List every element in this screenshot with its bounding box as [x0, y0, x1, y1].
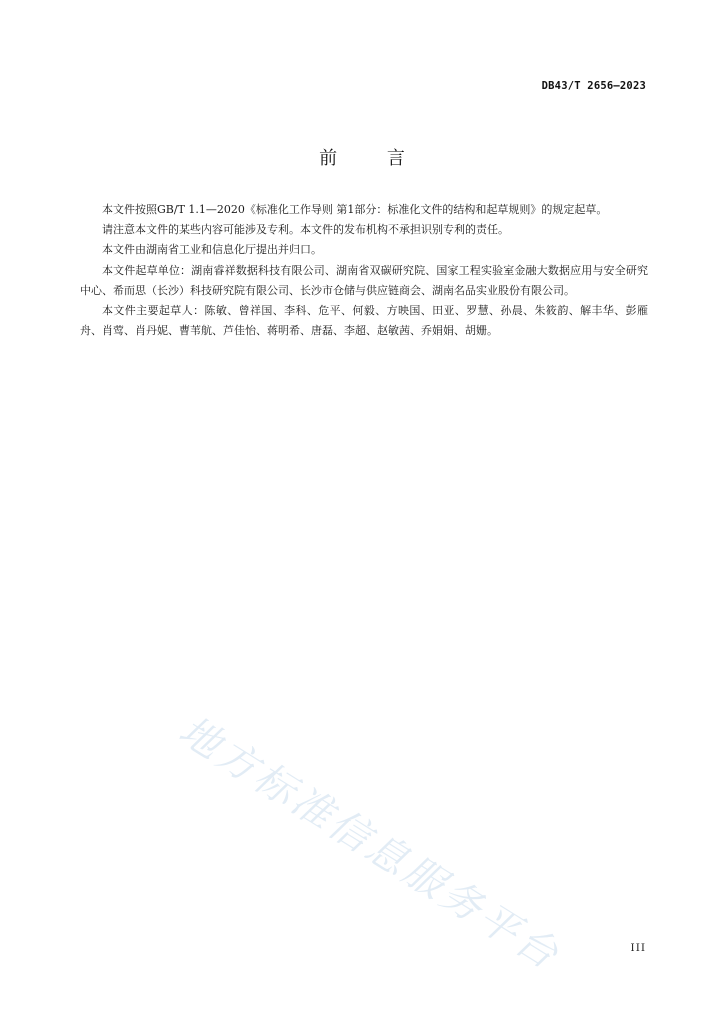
paragraph-main-drafters: 本文件主要起草人：陈敏、曾祥国、李科、危平、何毅、方映国、田亚、罗慧、孙晨、朱筱韵、解丰华、彭雁舟、肖莺、肖丹妮、曹苇航、芦佳怡、蒋明希、唐磊、李超、赵敏茜、乔娟娟、胡姗。 — [80, 304, 648, 338]
preface-body — [80, 200, 648, 341]
paragraph-drafting-units: 本文件起草单位：湖南睿祥数据科技有限公司、湖南省双碳研究院、国家工程实验室金融大数据应用与安全研究中心、希而思（长沙）科技研究院有限公司、长沙市仓储与供应链商会、湖南名品实业股份有限公司。 — [80, 263, 648, 297]
standard-code: DB43/T 2656—2023 — [541, 80, 646, 92]
page-number: III — [630, 942, 646, 954]
watermark: 地方标准信息服务平台 — [170, 707, 569, 980]
paragraph-patent-notice: 请注意本文件的某些内容可能涉及专利。本文件的发布机构不承担识别专利的责任。 — [102, 223, 509, 237]
page-title: 前 言 — [319, 148, 427, 169]
paragraph-drafting-rules: 本文件按照GB/T 1.1—2020《标准化工作导则 第1部分：标准化文件的结构和起草规则》的规定起草。 — [102, 203, 608, 216]
paragraph-proposer: 本文件由湖南省工业和信息化厅提出并归口。 — [102, 243, 322, 257]
